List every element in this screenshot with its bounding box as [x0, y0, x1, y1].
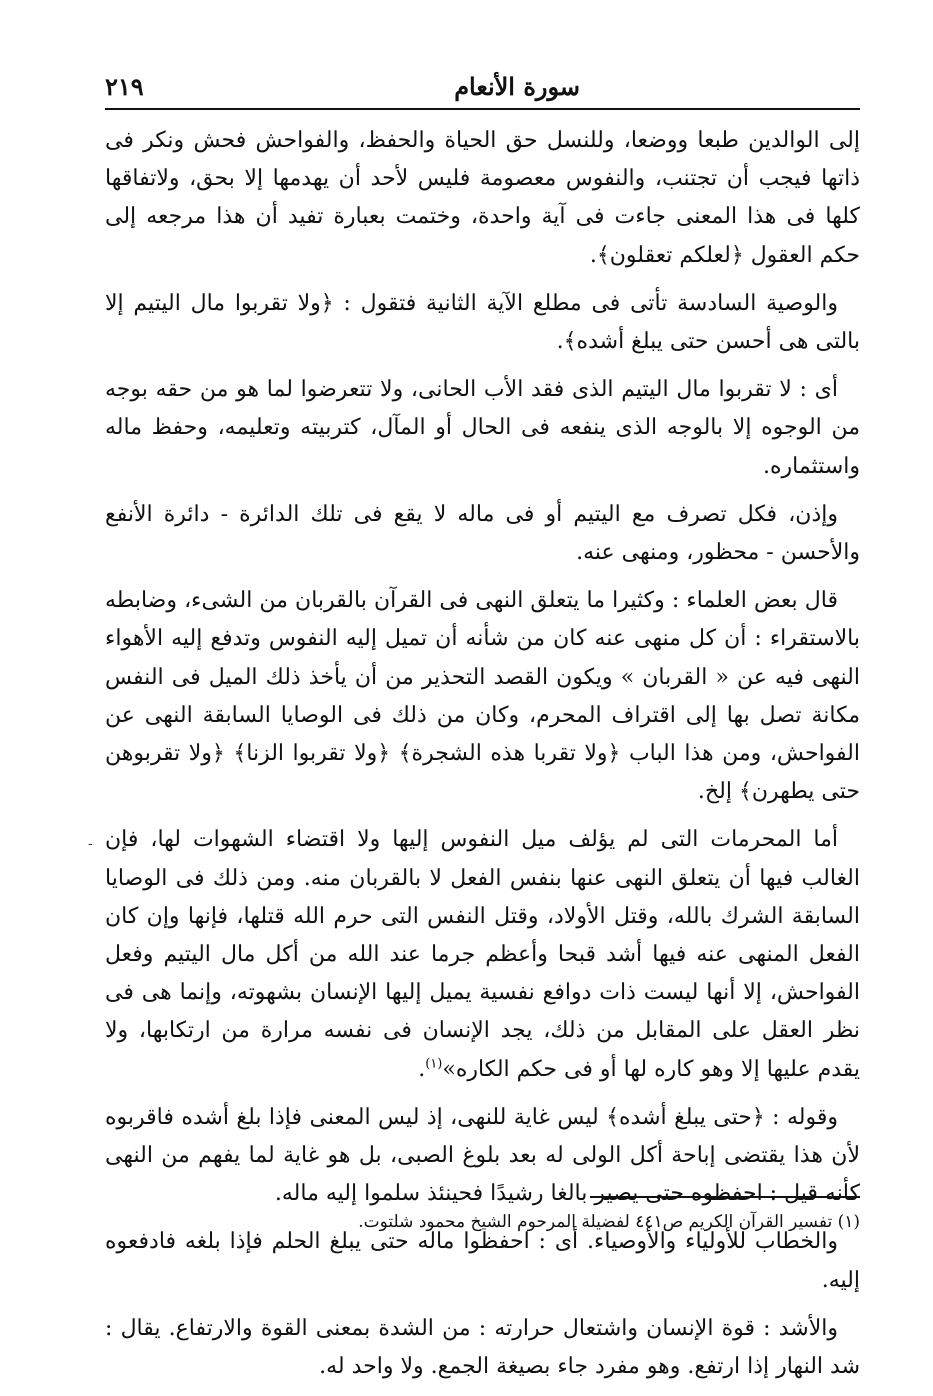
paragraph: وقوله : ﴿حتى يبلغ أشده﴾ ليس غاية للنهى، إذ ليس المعنى فإذا بلغ أشده فاقربوه لأن هذا يقتضى إباحة أكل الولى له بعد بلوغ الصبى، بل هو غاية لما يفهم من النهى كأنه قيل : احفظوه حتى يصير بالغا رشيدًا فحينئذ سلموا إليه ماله.: [105, 1104, 860, 1207]
paragraph-with-footnote: أما المحرمات التى لم يؤلف ميل النفوس إليها ولا اقتضاء الشهوات لها، فإن الغالب فيها أن يتعلق النهى عنها بنفس الفعل لا بالقربان منه. ومن ذلك فى الوصايا السابقة الشرك بالله، وقتل الأولاد، وقتل النفس التى حرم الله قتلها، فإنها وإن كان الفعل المنهى عنه فيها أشد قبحا وأعظم جرما عند الله من أكل مال اليتيم وفعل الفواحش، إلا أنها ليست ذات دوافع نفسية يميل إليها الإنسان بشهوته، وإنما هى فى نظر العقل على المقابل من ذلك، يجد الإنسان فى نفسه مرارة من ارتكابها، ولا يقدم عليها إلا وهو كاره لها أو فى حكم الكاره»$^{(١)}$.: [105, 827, 860, 1082]
paragraph: وإذن، فكل تصرف مع اليتيم أو فى ماله لا يقع فى تلك الدائرة - دائرة الأنفع والأحسن - محظور، ومنهى عنه.: [105, 501, 860, 566]
paragraph: أى : لا تقربوا مال اليتيم الذى فقد الأب الحانى، ولا تتعرضوا لما هو من حقه بوجه من الوجوه إلا بالوجه الذى ينفعه فى الحال أو المآل، كتربيته وتعليمه، وحفظ ماله واستثماره.: [105, 377, 860, 479]
paragraph: إلى الوالدين طبعا ووضعا، وللنسل حق الحياة والحفظ، والفواحش فحش ونكر فى ذاتها فيجب أن تجتنب، والنفوس معصومة فليس لأحد أن يهدمها إلا بحق، ولاتفاقها كلها فى هذا المعنى جاءت فى آية واحدة، وختمت بعبارة تفيد أن هذا مرجعه إلى حكم العقول ﴿لعلكم تعقلون﴾.: [105, 128, 860, 268]
footnote: (١) تفسير القرآن الكريم ص٤٤١ لفضيلة المرحوم الشيخ محمود شلتوت.: [358, 1212, 860, 1232]
paragraph-text: أما المحرمات التى لم يؤلف ميل النفوس إليها ولا اقتضاء الشهوات لها، فإن الغالب فيها أن يتعلق النهى عنها بنفس الفعل لا بالقربان منه. ومن ذلك فى الوصايا السابقة الشرك بالله، وقتل الأولاد، وقتل النفس التى حرم الله قتلها، فإنها وإن كان الفعل المنهى عنه فيها أشد قبحا وأعظم جرما عند الله من أكل مال اليتيم وفعل الفواحش، إلا أنها ليست ذات دوافع نفسية يميل إليها الإنسان بشهوته، وإنما هى فى نظر العقل على المقابل من ذلك، يجد الإنسان فى نفسه مرارة من ارتكابها، ولا يقدم عليها إلا وهو كاره لها أو فى حكم الكاره»: [105, 827, 860, 1082]
paragraph: والخطاب للأولياء والأوصياء. أى : احفظوا ماله حتى يبلغ الحلم فإذا بلغه فادفعوه إليه.: [105, 1229, 860, 1293]
page-header: [105, 66, 860, 106]
paragraph: والوصية السادسة تأتى فى مطلع الآية الثانية فتقول : ﴿ولا تقربوا مال اليتيم إلا بالتى هى أحسن حتى يبلغ أشده﴾.: [105, 290, 860, 355]
paragraph: والأشد : قوة الإنسان واشتعال حرارته : من الشدة بمعنى القوة والارتفاع. يقال : شد النهار إذا ارتفع. وهو مفرد جاء بصيغة الجمع. ولا واحد له.: [105, 1315, 860, 1380]
surah-title: سورة الأنعام: [454, 72, 580, 101]
body-text: [105, 122, 860, 1396]
header-divider: [105, 108, 860, 110]
footnote-divider: [590, 1196, 860, 1198]
paragraph: قال بعض العلماء : وكثيرا ما يتعلق النهى فى القرآن بالقربان من الشىء، وضابطه بالاستقراء : أن كل منهى عنه كان من شأنه أن تميل إليه النفوس وتدفع إليه الأهواء النهى فيه عن « القربان » ويكون القصد التحذير من أن يأخذ ذلك الميل فى النفس مكانة تصل بها إلى اقتراف المحرم، وكان من ذلك فى الوصايا السابقة النهى عن الفواحش، ومن هذا الباب ﴿ولا تقربا هذه الشجرة﴾ ﴿ولا تقربوا الزنا﴾ ﴿ولا تقربوهن حتى يطهرن﴾ إلخ.: [105, 588, 861, 805]
margin-dash: -: [88, 836, 93, 852]
footnote-marker: (١): [425, 1056, 443, 1072]
page-number: ٢١٩: [105, 72, 144, 101]
